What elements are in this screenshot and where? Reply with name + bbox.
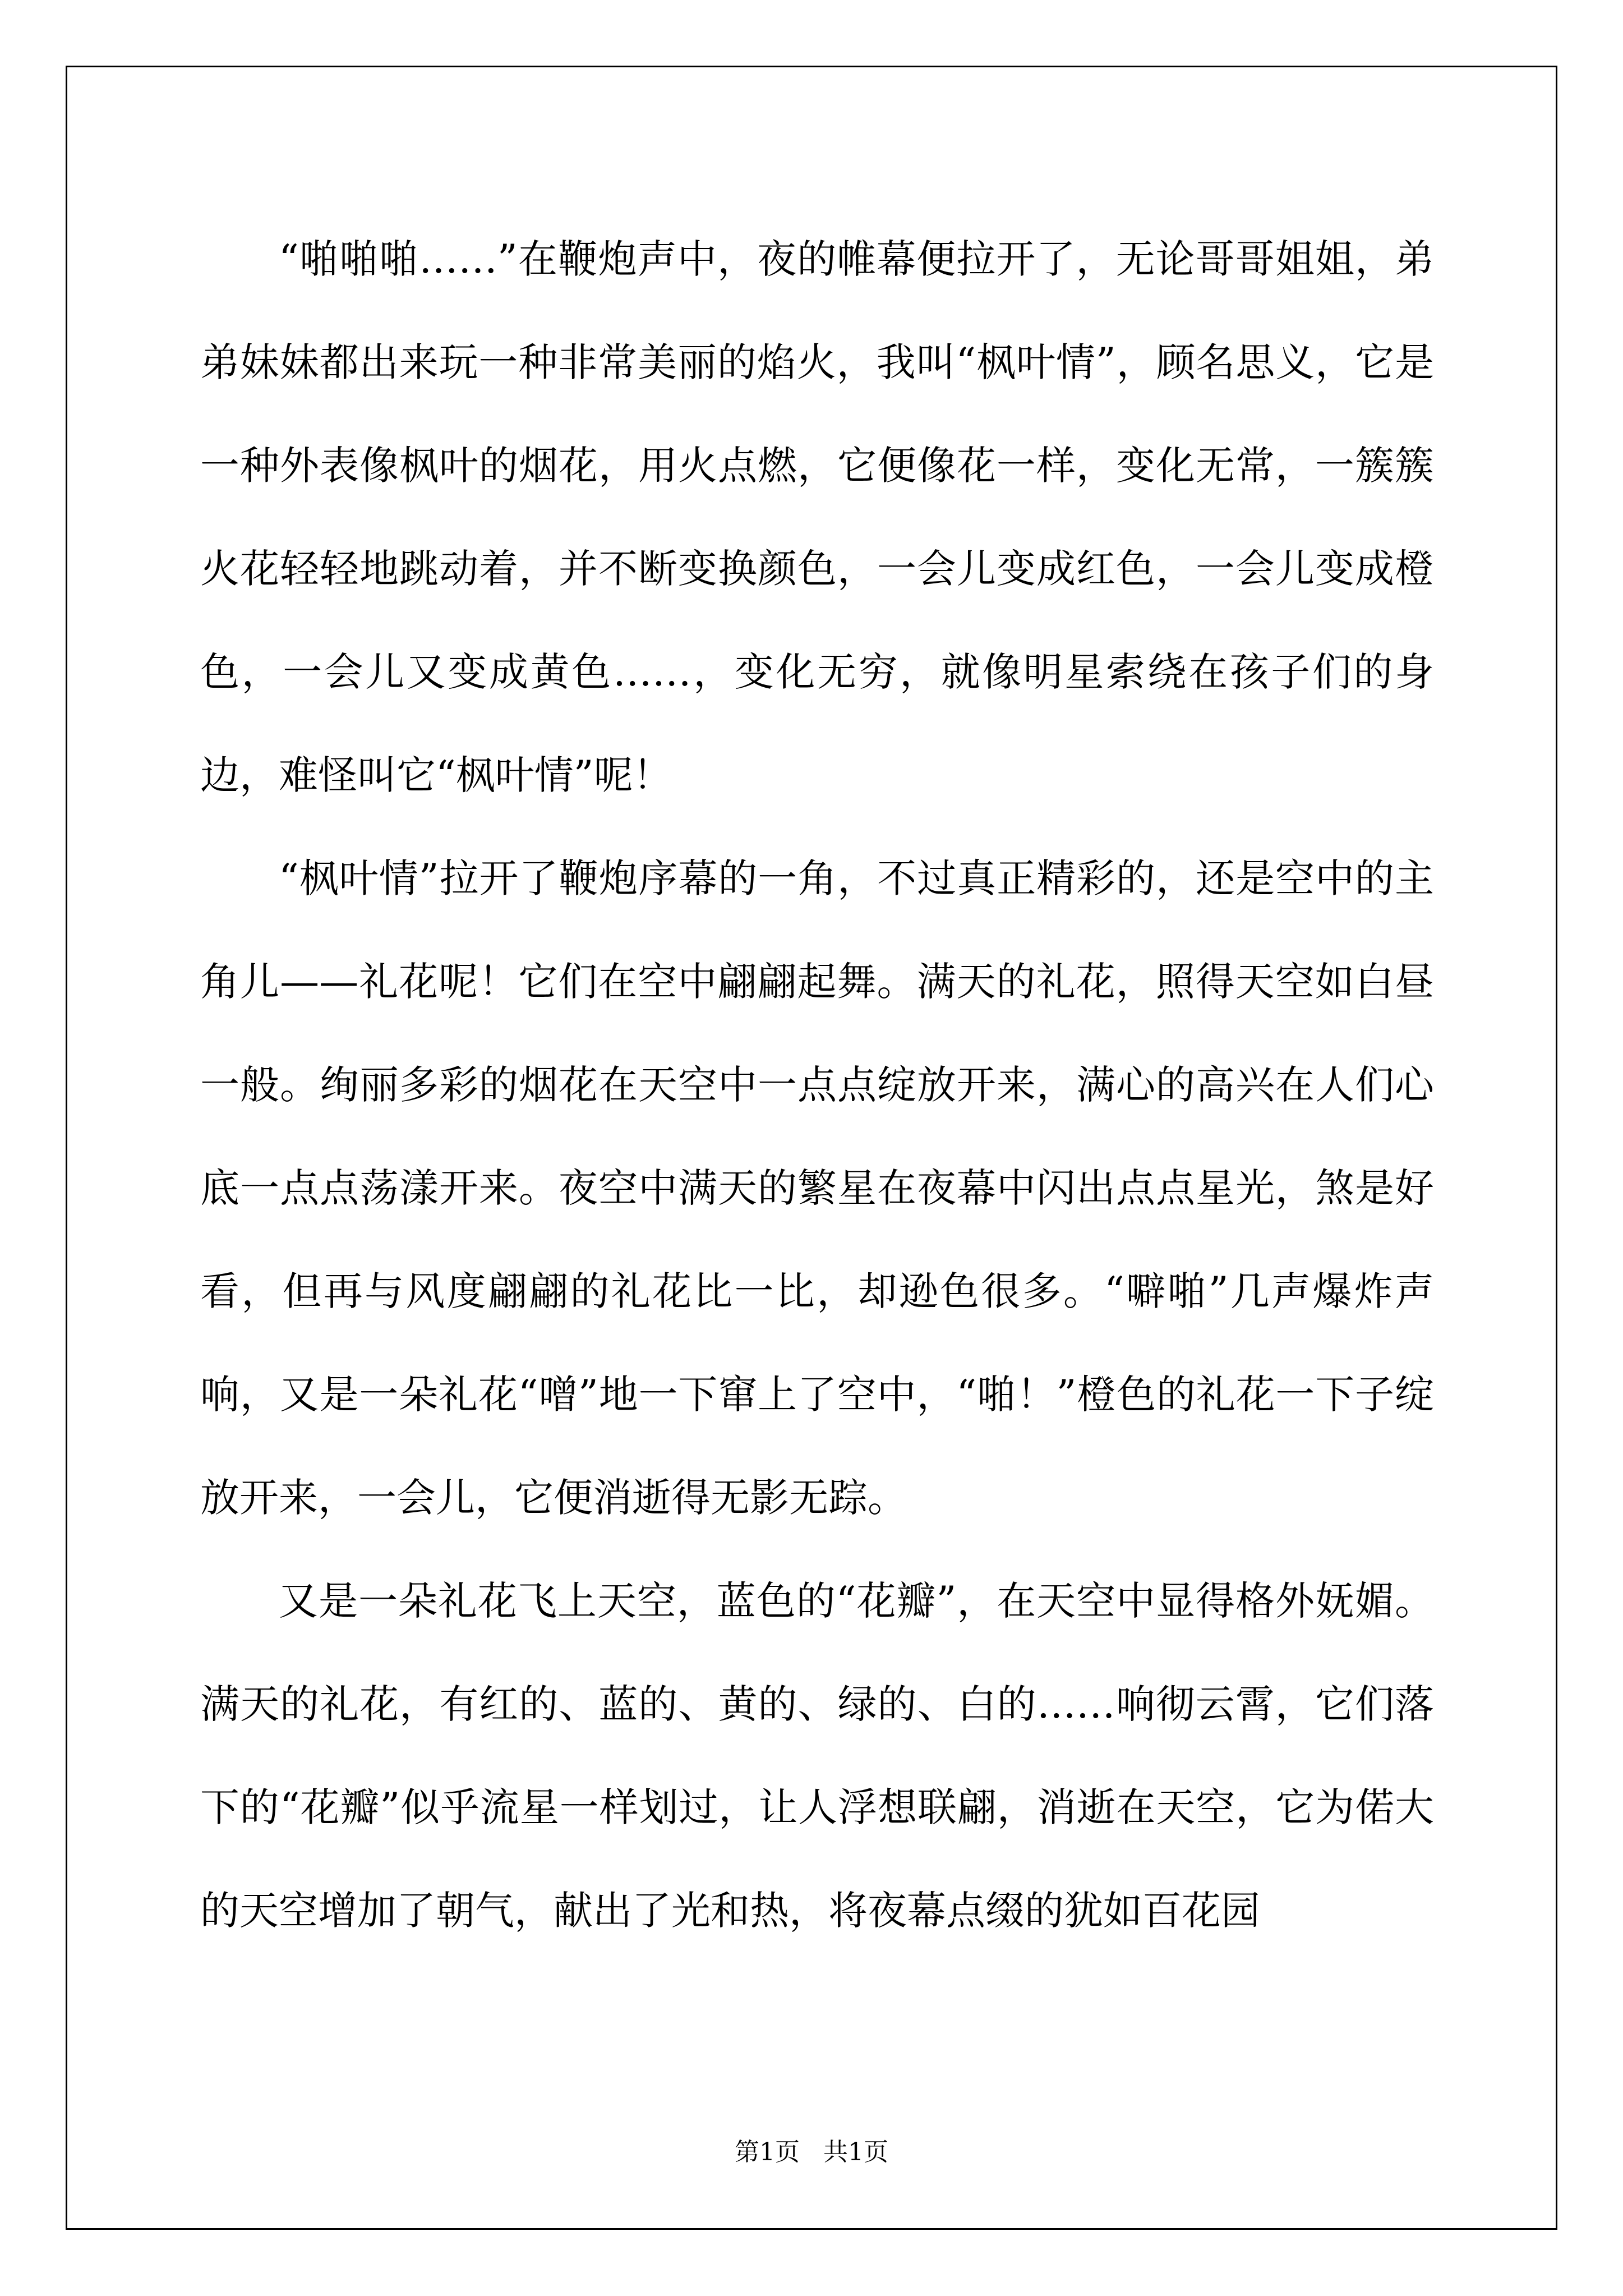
paragraph-1: “啪啪啪……”在鞭炮声中，夜的帷幕便拉开了，无论哥哥姐姐，弟弟妹妹都出来玩一种非常美丽的焰火，我叫“枫叶情”，顾名思义，它是一种外表像枫叶的烟花，用火点燃，它便像花一样，变化无常，一簇簇火花轻轻地跳动着，并不断变换颜色，一会儿变成红色，一会儿变成橙色，一会儿又变成黄色……，变化无穷，就像明星索绕在孩子们的身边，难怪叫它“枫叶情”呢！ [200,236,1434,798]
document-body [200,208,1434,1962]
paragraph-2: “枫叶情”拉开了鞭炮序幕的一角，不过真正精彩的，还是空中的主角儿——礼花呢！它们在空中翩翩起舞。满天的礼花，照得天空如白昼一般。绚丽多彩的烟花在天空中一点点绽放开来，满心的高兴在人们心底一点点荡漾开来。夜空中满天的繁星在夜幕中闪出点点星光，煞是好看，但再与风度翩翩的礼花比一比，却逊色很多。“噼啪”几声爆炸声响，又是一朵礼花“噌”地一下窜上了空中，“啪！”橙色的礼花一下子绽放开来，一会儿，它便消逝得无影无踪。 [200,855,1434,1521]
page-number-footer: 第1页 共1页 [735,2138,888,2166]
paragraph-3: 又是一朵礼花飞上天空，蓝色的“花瓣”，在天空中显得格外妩媚。满天的礼花，有红的、蓝的、黄的、绿的、白的……响彻云霄，它们落下的“花瓣”似乎流星一样划过，让人浮想联翩，消逝在天空，它为偌大的天空增加了朝气，献出了光和热，将夜幕点缀的犹如百花园 [200,1578,1434,1934]
